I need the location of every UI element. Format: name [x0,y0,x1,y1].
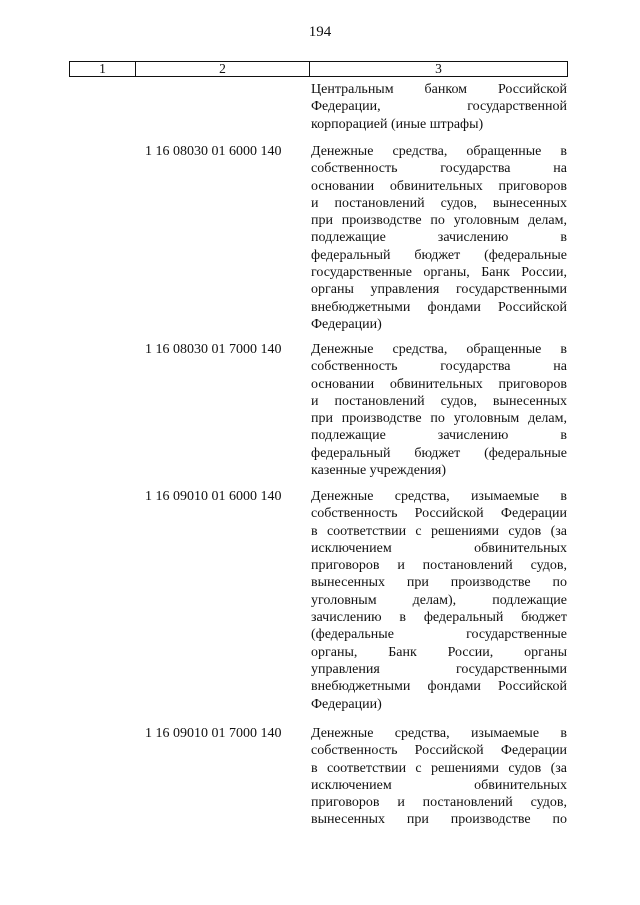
text-line: при производстве по уголовным делам, [311,411,567,427]
text-line: Денежные средства, изымаемые в [311,489,567,504]
text-line: исключением обвинительных [311,540,567,556]
income-description [311,488,567,713]
column-header-2: 2 [136,62,310,76]
income-description [311,725,567,829]
text-line: собственность Российской Федерации [311,506,567,522]
text-line: (федеральные государственные [311,627,567,643]
text-line: исключением обвинительных [311,777,567,793]
text-line: федеральный бюджет (федеральные [311,445,567,461]
text-line: Федерации) [311,696,382,712]
text-line: основании обвинительных приговоров [311,178,567,194]
text-line: приговоров и постановлений судов, [311,795,567,811]
text-line: казенные учреждения) [311,463,447,479]
text-line: в соответствии с решениями судов (за [311,760,567,776]
text-line: управления государственными [311,661,567,677]
income-code: 1 16 08030 01 6000 140 [145,144,282,159]
text-line: основании обвинительных приговоров [311,376,567,392]
text-line: собственность государства на [311,161,567,177]
continuation-description [311,81,567,133]
text-line: корпорацией (иные штрафы) [311,116,484,132]
income-description [311,143,567,333]
column-header-3: 3 [435,61,442,76]
text-line: приговоров и постановлений судов, [311,558,567,574]
income-code: 1 16 08030 01 7000 140 [145,342,282,357]
text-line: органы управления государственными [311,282,567,298]
text-line: зачислению в федеральный бюджет [311,610,567,626]
text-line: Денежные средства, изымаемые в [311,726,567,741]
text-line: и постановлений судов, вынесенных [311,195,567,211]
text-line: Денежные средства, обращенные в [311,342,567,357]
text-line: подлежащие зачислению в [311,428,567,444]
income-description [311,341,567,479]
income-code: 1 16 09010 01 6000 140 [145,489,282,504]
text-line: внебюджетными фондами Российской [311,299,567,315]
text-line: государственные органы, Банк России, [311,265,567,281]
column-header-row [69,61,568,77]
text-line: уголовным делам), подлежащие [311,592,567,608]
income-code: 1 16 09010 01 7000 140 [145,726,282,741]
text-line: Центральным банком Российской [311,82,567,97]
text-line: вынесенных при производстве по [311,575,567,591]
text-line: собственность государства на [311,359,567,375]
text-line: подлежащие зачислению в [311,230,567,246]
text-line: вынесенных при производстве по [311,812,567,828]
text-line: федеральный бюджет (федеральные [311,247,567,263]
page-number: 194 [308,24,332,40]
text-line: Федерации) [311,316,382,332]
text-line: органы, Банк России, органы [311,644,567,660]
text-line: при производстве по уголовным делам, [311,213,567,229]
text-line: и постановлений судов, вынесенных [311,393,567,409]
text-line: Денежные средства, обращенные в [311,144,567,159]
text-line: в соответствии с решениями судов (за [311,523,567,539]
column-header-1: 1 [70,62,136,76]
text-line: внебюджетными фондами Российской [311,679,567,695]
text-line: собственность Российской Федерации [311,743,567,759]
text-line: Федерации, государственной [311,99,567,115]
